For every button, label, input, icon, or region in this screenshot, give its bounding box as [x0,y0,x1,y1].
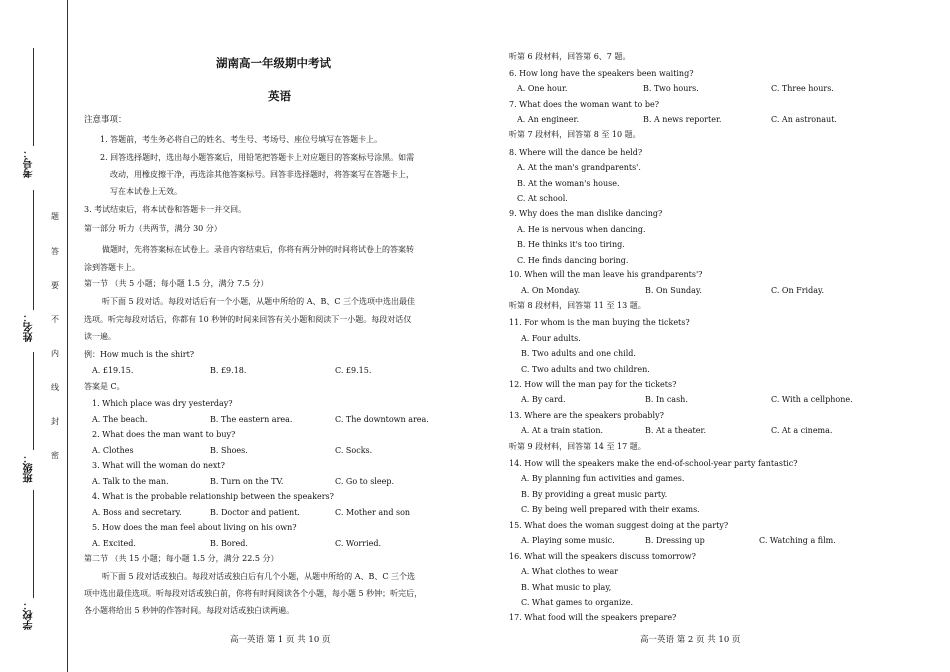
material-9-heading: 听第 9 段材料，回答第 14 至 17 题。 [509,442,646,451]
option-12b: B. In cash. [645,395,688,404]
seal-char: 封 [51,417,59,426]
example-answer: 答案是 C。 [84,382,125,391]
question-1: 1. Which place was dry yesterday? [92,399,233,408]
seal-char: 要 [51,281,59,290]
option-8c: C. At school. [517,194,568,203]
section2-heading: 第二节 （共 15 小题；每小题 1.5 分，满分 22.5 分） [84,554,279,563]
example-question: 例：How much is the shirt? [84,350,195,359]
option-7a: A. An engineer. [517,115,580,124]
question-13: 13. Where are the speakers probably? [509,411,664,420]
option-11b: B. Two adults and one child. [521,349,636,358]
material-7-heading: 听第 7 段材料，回答第 8 至 10 题。 [509,130,641,139]
question-4: 4. What is the probable relationship between the speakers? [92,492,334,501]
notice-item: 写在本试卷上无效。 [110,187,182,196]
option-4b: B. Doctor and patient. [210,508,300,517]
option-3c: C. Go to sleep. [335,477,395,486]
question-15: 15. What does the woman suggest doing at the party? [509,521,729,530]
section2-intro: 听下面 5 段对话或独白。每段对话或独白后有几个小题，从题中所给的 A、B、C 三个选 [102,572,416,581]
school-label: 学校： [24,600,35,630]
option-10a: A. On Monday. [521,286,581,295]
material-8-heading: 听第 8 段材料，回答第 11 至 13 题。 [509,301,646,310]
exam-number-line [33,48,34,146]
option-3b: B. Turn on the TV. [210,477,284,486]
section1-intro: 读一遍。 [84,332,116,341]
exam-title: 湖南高一年级期中考试 [216,56,331,70]
option-10b: B. On Sunday. [645,286,702,295]
question-9: 9. Why does the man dislike dancing? [509,209,663,218]
option-15b: B. Dressing up [645,536,705,545]
option-6c: C. Three hours. [771,84,834,93]
option-6b: B. Two hours. [643,84,699,93]
option-2b: B. Shoes. [210,446,248,455]
question-16: 16. What will the speakers discuss tomorrow? [509,552,696,561]
class-label: 班级： [24,453,35,483]
option-14c: C. By being well prepared with their exams. [521,505,700,514]
option-15c: C. Watching a film. [759,536,836,545]
option-5a: A. Excited. [92,539,136,548]
option-11c: C. Two adults and two children. [521,365,650,374]
option-3a: A. Talk to the man. [92,477,169,486]
option-1b: B. The eastern area. [210,415,293,424]
option-1a: A. The beach. [92,415,148,424]
name-label: 姓名： [24,312,35,342]
question-7: 7. What does the woman want to be? [509,100,660,109]
notice-item: 3. 考试结束后，将本试卷和答题卡一并交回。 [84,205,247,214]
option-15a: A. Playing some music. [521,536,615,545]
notice-heading: 注意事项： [84,115,127,125]
option-2c: C. Socks. [335,446,373,455]
question-3: 3. What will the woman do next? [92,461,225,470]
material-6-heading: 听第 6 段材料，回答第 6、7 题。 [509,52,631,61]
section1-intro: 选项。听完每段对话后，你都有 10 秒钟的时间来回答有关小题和阅读下一小题。每段对话仅 [84,315,412,324]
notice-item: 改动，用橡皮擦干净，再选涂其他答案标号。回答非选择题时，将答案写在答题卡上， [110,170,414,179]
subject-title: 英语 [268,89,291,103]
section1-heading: 第一节 （共 5 小题；每小题 1.5 分，满分 7.5 分） [84,279,269,288]
option-16c: C. What games to organize. [521,598,633,607]
option-11a: A. Four adults. [521,334,581,343]
class-line [33,352,34,450]
seal-char: 线 [51,383,59,392]
part1-intro: 涂到答题卡上。 [84,263,140,272]
option-13c: C. At a cinema. [771,426,833,435]
option-9c: C. He finds dancing boring. [517,256,629,265]
option-16a: A. What clothes to wear [521,567,619,576]
option-2a: A. Clothes [92,446,134,455]
question-6: 6. How long have the speakers been waiting? [509,69,694,78]
binding-line [67,0,68,672]
page-footer-2: 高一英语 第 2 页 共 10 页 [640,635,741,645]
seal-char: 题 [51,212,59,221]
example-option: B. £9.18. [210,366,247,375]
option-9a: A. He is nervous when dancing. [517,225,646,234]
section2-intro: 项中选出最佳选项。听每段对话或独白前，你将有时间阅读各个小题，每小题 5 秒钟；听完后， [84,589,423,598]
option-4a: A. Boss and secretary. [92,508,182,517]
part1-intro: 做题时，先将答案标在试卷上。录音内容结束后，你将有两分钟的时间将试卷上的答案转 [102,245,414,254]
option-14b: B. By providing a great music party. [521,490,668,499]
question-17: 17. What food will the speakers prepare? [509,613,677,622]
option-8b: B. At the woman's house. [517,179,620,188]
seal-char: 密 [51,451,59,460]
option-5c: C. Worried. [335,539,382,548]
option-14a: A. By planning fun activities and games. [521,474,685,483]
option-8a: A. At the man's grandparents'. [517,163,641,172]
option-6a: A. One hour. [517,84,568,93]
notice-item: 2. 回答选择题时，选出每小题答案后，用铅笔把答题卡上对应题目的答案标号涂黑。如需 [100,153,415,162]
option-7c: C. An astronaut. [771,115,837,124]
question-10: 10. When will the man leave his grandparents'? [509,270,703,279]
exam-number-label: 考号： [24,148,35,178]
school-line [33,490,34,598]
option-10c: C. On Friday. [771,286,824,295]
example-option: C. £9.15. [335,366,372,375]
option-7b: B. A news reporter. [643,115,722,124]
option-5b: B. Bored. [210,539,248,548]
option-12c: C. With a cellphone. [771,395,853,404]
question-8: 8. Where will the dance be held? [509,148,643,157]
question-12: 12. How will the man pay for the tickets? [509,380,677,389]
notice-item: 1. 答题前，考生务必将自己的姓名、考生号、考场号、座位号填写在答题卡上。 [100,135,383,144]
example-option: A. £19.15. [92,366,134,375]
section2-intro: 各小题将给出 5 秒钟的作答时间。每段对话或独白读两遍。 [84,606,295,615]
question-11: 11. For whom is the man buying the tickets? [509,318,690,327]
option-13a: A. At a train station. [521,426,604,435]
option-13b: B. At a theater. [645,426,706,435]
binding-margin [0,0,68,672]
option-1c: C. The downtown area. [335,415,429,424]
part1-heading: 第一部分 听力（共两节，满分 30 分） [84,224,222,233]
page-footer-1: 高一英语 第 1 页 共 10 页 [230,635,331,645]
option-12a: A. By card. [521,395,566,404]
option-4c: C. Mother and son [335,508,411,517]
option-16b: B. What music to play, [521,583,612,592]
option-9b: B. He thinks it's too tiring. [517,240,625,249]
name-line [33,190,34,310]
seal-char: 答 [51,247,59,256]
seal-char: 内 [51,349,59,358]
question-5: 5. How does the man feel about living on his own? [92,523,297,532]
question-14: 14. How will the speakers make the end-of-school-year party fantastic? [509,459,798,468]
section1-intro: 听下面 5 段对话。每段对话后有一个小题，从题中所给的 A、B、C 三个选项中选出最佳 [102,297,416,306]
seal-char: 不 [51,315,59,324]
question-2: 2. What does the man want to buy? [92,430,236,439]
